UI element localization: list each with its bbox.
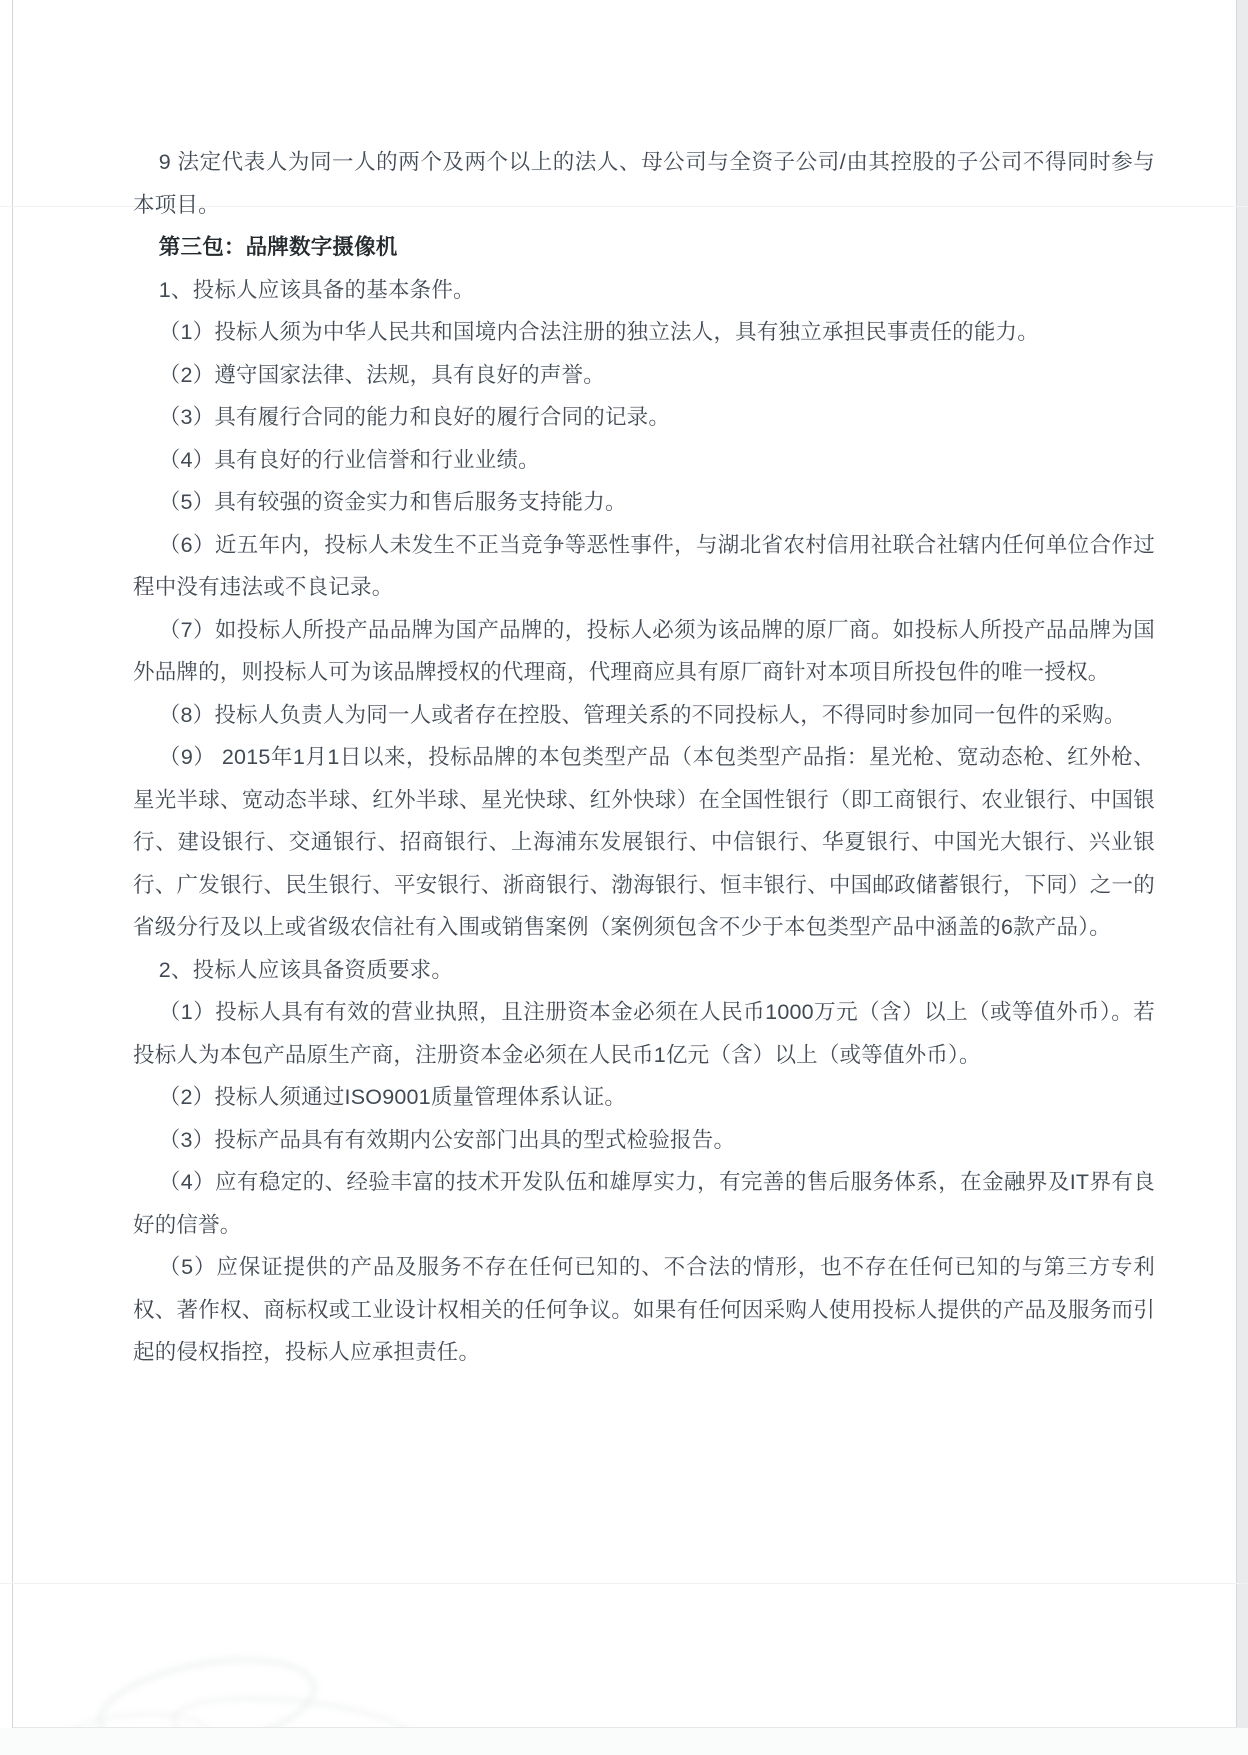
clause-1-item-8: （8）投标人负责人为同一人或者存在控股、管理关系的不同投标人，不得同时参加同一包件的采购。 xyxy=(158,702,1126,727)
clause-1-item-3: （3）具有履行合同的能力和良好的履行合同的记录。 xyxy=(158,405,671,429)
clause-1-item-9: （9） 2015年1月1日以来，投标品牌的本包类型产品（本包类型产品指：星光枪、宽动态枪、红外枪、星光半球、宽动态半球、红外半球、星光快球、红外快球）在全国性银行（即工商银行、农业银行、中国银行、建设银行、交通银行、招商银行、上海浦东发展银行、中信银行、华夏银行、中国光大银行、兴业银行、广发银行、民生银行、平安银行、浙商银行、渤海银行、恒丰银行、中国邮政储蓄银行，下同）之一的省级分行及以上或省级农信社有入围或销售案例（案例须包含不少于本包类型产品中涵盖的6款产品）。 xyxy=(133,745,1155,939)
clause-1-item-4: （4）具有良好的行业信誉和行业业绩。 xyxy=(158,447,540,472)
clause-2-item-4: （4）应有稳定的、经验丰富的技术开发队伍和雄厚实力，有完善的售后服务体系，在金融界及IT界有良好的信誉。 xyxy=(133,1170,1155,1237)
clause-1-item-6: （6）近五年内，投标人未发生不正当竞争等恶性事件，与湖北省农村信用社联合社辖内任何单位合作过程中没有违法或不良记录。 xyxy=(133,532,1155,599)
clause-1-item-7: （7）如投标人所投产品品牌为国产品牌的，投标人必须为该品牌的原厂商。如投标人所投产品品牌为国外品牌的，则投标人可为该品牌授权的代理商，代理商应具有原厂商针对本项目所投包件的唯一授权。 xyxy=(133,617,1155,684)
clause-2-item-5: （5）应保证提供的产品及服务不存在任何已知的、不合法的情形，也不存在任何已知的与第三方专利权、著作权、商标权或工业设计权相关的任何争议。如果有任何因采购人使用投标人提供的产品及服务而引起的侵权指控，投标人应承担责任。 xyxy=(133,1255,1155,1364)
scan-background xyxy=(0,1728,1248,1755)
clause-2-item-3: （3）投标产品具有有效期内公安部门出具的型式检验报告。 xyxy=(158,1127,736,1152)
document-content xyxy=(133,141,1155,1374)
clause-1-item-2: （2）遵守国家法律、法规，具有良好的声誉。 xyxy=(158,362,605,387)
paragraph-9-legal-rep: 9 法定代表人为同一人的两个及两个以上的法人、母公司与全资子公司/由其控股的子公司不得同时参与本项目。 xyxy=(133,150,1155,217)
scan-edge-left-line xyxy=(12,0,13,1730)
scan-edge-right-band xyxy=(1236,0,1248,1755)
scan-streak xyxy=(0,1583,1248,1584)
clause-2-item-1: （1）投标人具有有效的营业执照，且注册资本金必须在人民币1000万元（含）以上（或等值外币）。若投标人为本包产品原生产商，注册资本金必须在人民币1亿元（含）以上（或等值外币）。 xyxy=(133,1000,1155,1067)
clause-1-item-5: （5）具有较强的资金实力和售后服务支持能力。 xyxy=(158,490,627,514)
clause-2-item-2: （2）投标人须通过ISO9001质量管理体系认证。 xyxy=(158,1085,627,1109)
clause-2-qualifications: 2、投标人应该具备资质要求。 xyxy=(158,957,454,982)
section-heading-package-3: 第三包：品牌数字摄像机 xyxy=(158,235,398,259)
clause-1-item-1: （1）投标人须为中华人民共和国境内合法注册的独立法人，具有独立承担民事责任的能力。 xyxy=(158,320,1039,344)
clause-1-basic-conditions: 1、投标人应该具备的基本条件。 xyxy=(158,277,475,302)
